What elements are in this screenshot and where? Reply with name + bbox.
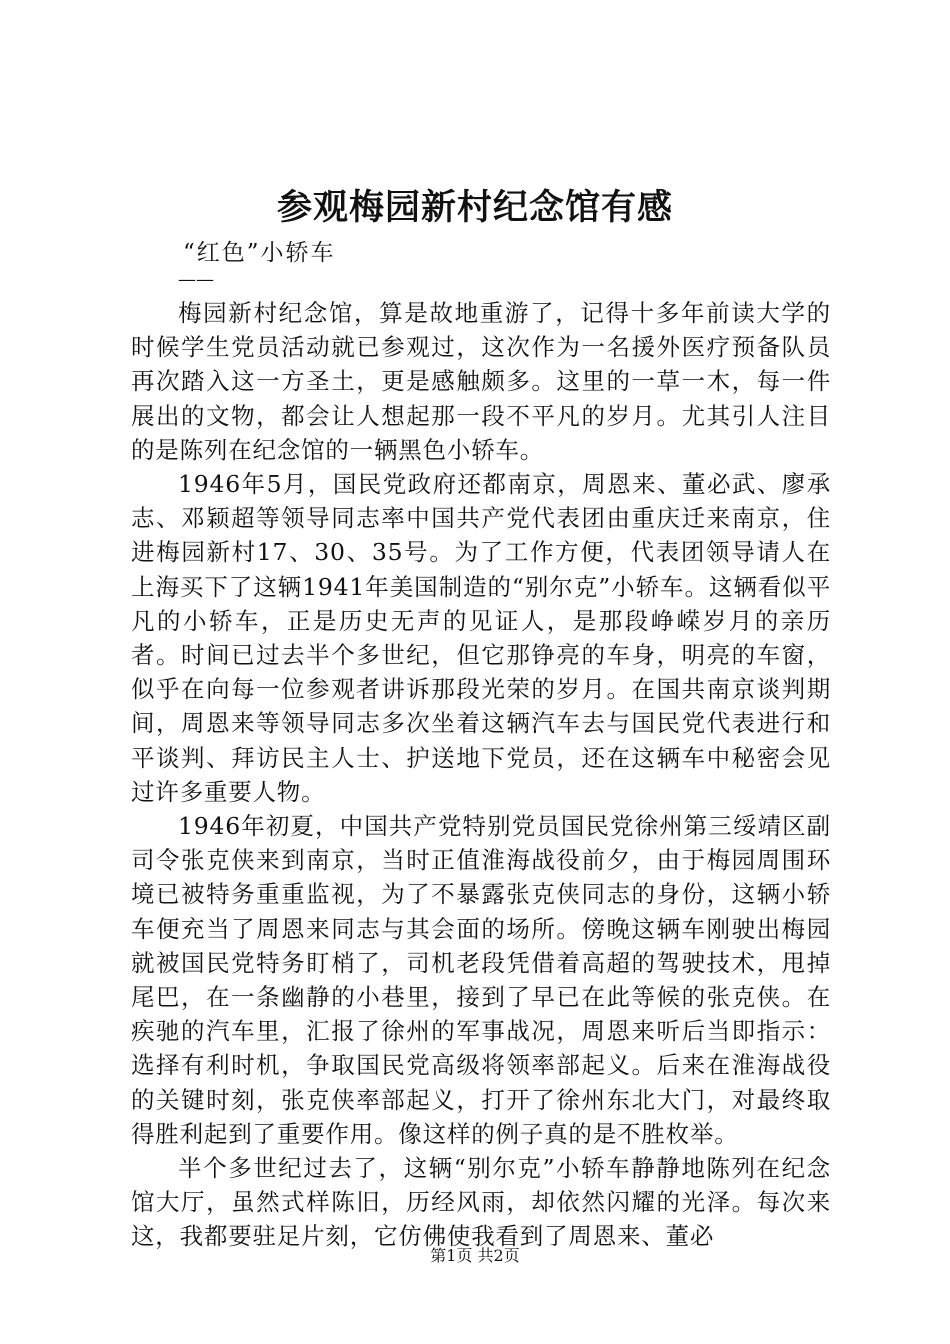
article-body xyxy=(131,296,831,1254)
page-footer: 第1页 共2页 xyxy=(430,1246,520,1265)
paragraph-2: 1946年5月，国民党政府还都南京，周恩来、董必武、廖承志、邓颖超等领导同志率中国共产党代表团由重庆迁来南京，住进梅园新村17、30、35号。为了工作方便，代表团领导请人在上海买下了这辆1941年美国制造的“别尔克”小轿车。这辆看似平凡的小轿车，正是历史无声的见证人，是那段峥嵘岁月的亲历者。时间已过去半个多世纪，但它那铮亮的车身，明亮的车窗，似乎在向每一位参观者讲诉那段光荣的岁月。在国共南京谈判期间，周恩来等领导同志多次坐着这辆汽车去与国民党代表进行和平谈判、拜访民主人士、护送地下党员，还在这辆车中秘密会见过许多重要人物。 xyxy=(131,470,831,806)
subtitle-dash: —— xyxy=(178,269,214,290)
subtitle: “红色”小轿车 xyxy=(183,240,336,266)
paragraph-4: 半个多世纪过去了，这辆“别尔克”小轿车静静地陈列在纪念馆大厅，虽然式样陈旧，历经风雨，却依然闪耀的光泽。每次来这，我都要驻足片刻，它仿佛使我看到了周恩来、董必 xyxy=(131,1154,831,1251)
paragraph-3: 1946年初夏，中国共产党特别党员国民党徐州第三绥靖区副司令张克侠来到南京，当时正值淮海战役前夕，由于梅园周围环境已被特务重重监视，为了不暴露张克侠同志的身份，这辆小轿车便充当了周恩来同志与其会面的场所。傍晚这辆车刚驶出梅园就被国民党特务盯梢了，司机老段凭借着高超的驾驶技术，甩掉尾巴，在一条幽静的小巷里，接到了早已在此等候的张克侠。在疾驰的汽车里，汇报了徐州的军事战况，周恩来听后当即指示：选择有利时机，争取国民党高级将领率部起义。后来在淮海战役的关键时刻，张克侠率部起义，打开了徐州东北大门，对最终取得胜利起到了重要作用。像这样的例子真的是不胜枚举。 xyxy=(131,812,831,1148)
page-title: 参观梅园新村纪念馆有感 xyxy=(276,187,673,228)
paragraph-1: 梅园新村纪念馆，算是故地重游了，记得十多年前读大学的时候学生党员活动就已参观过，这次作为一名援外医疗预备队员再次踏入这一方圣土，更是感触颇多。这里的一草一木，每一件展出的文物，都会让人想起那一段不平凡的岁月。尤其引人注目的是陈列在纪念馆的一辆黑色小轿车。 xyxy=(131,299,831,464)
